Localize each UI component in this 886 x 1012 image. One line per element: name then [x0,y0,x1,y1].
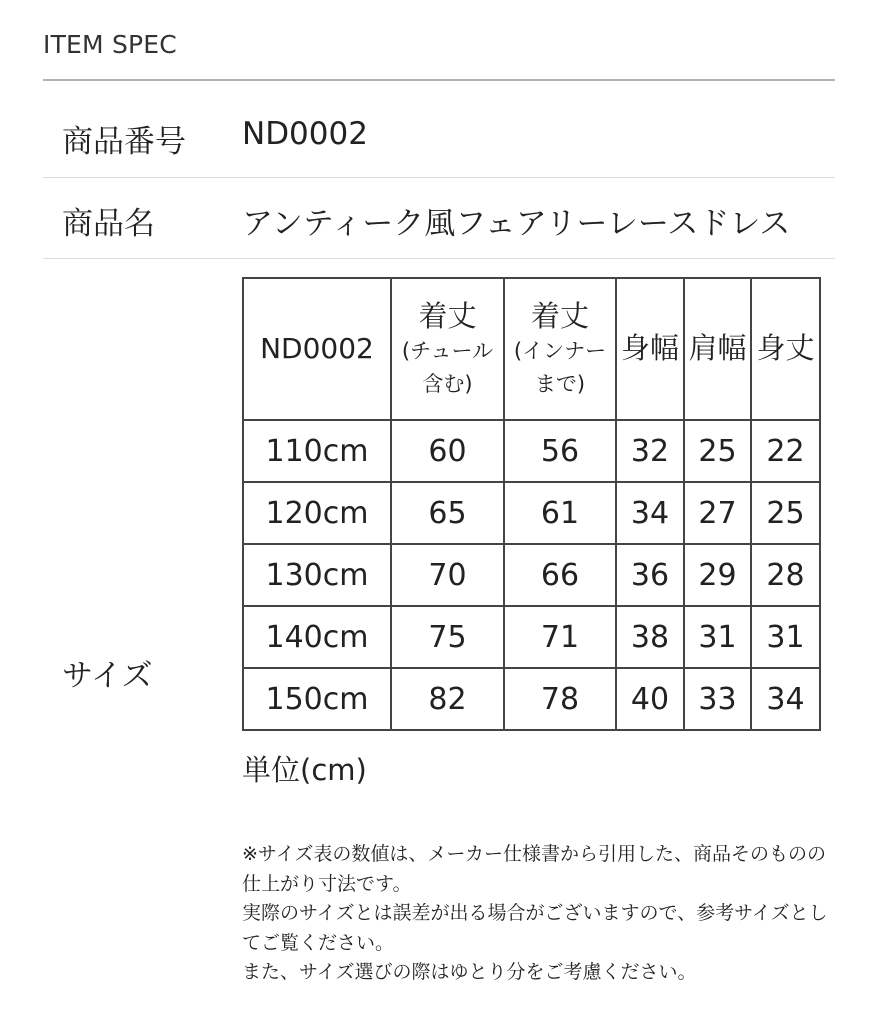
cell-value: 75 [391,606,504,668]
table-row [243,482,820,544]
cell-value: 27 [684,482,751,544]
cell-value: 31 [684,606,751,668]
product-number-value: ND0002 [242,116,368,152]
unit-label: 単位(cm) [242,753,367,787]
header-model: ND0002 [243,278,391,420]
cell-size: 140cm [243,606,391,668]
note-line: ※サイズ表の数値は、メーカー仕様書から引用した、商品そのものの仕上がり寸法です。 [242,843,827,895]
header-shoulder-width: 肩幅 [684,278,751,420]
size-label: サイズ [62,658,153,694]
product-name-value: アンティーク風フェアリーレースドレス [242,206,791,242]
table-row [243,606,820,668]
cell-value: 31 [751,606,820,668]
cell-value: 82 [391,668,504,730]
cell-value: 71 [504,606,616,668]
table-row [243,668,820,730]
cell-size: 120cm [243,482,391,544]
header-body-length: 身丈 [751,278,820,420]
section-title-divider [43,79,835,81]
cell-size: 130cm [243,544,391,606]
table-row [243,420,820,482]
size-table [242,277,821,731]
cell-value: 70 [391,544,504,606]
cell-value: 36 [616,544,684,606]
note-line: また、サイズ選びの際はゆとり分をご考慮ください。 [242,961,697,983]
header-sub: (インナーまで) [513,339,607,396]
cell-value: 61 [504,482,616,544]
cell-size: 150cm [243,668,391,730]
cell-value: 34 [751,668,820,730]
header-body-width: 身幅 [616,278,684,420]
note-line: 実際のサイズとは誤差が出る場合がございますので、参考サイズとしてご覧ください。 [242,902,828,954]
section-title: ITEM SPEC [43,30,177,59]
header-sub: (チュール含む) [401,339,494,396]
cell-value: 78 [504,668,616,730]
header-length-inner [504,278,616,420]
product-name-label: 商品名 [62,206,155,242]
cell-value: 22 [751,420,820,482]
cell-value: 40 [616,668,684,730]
cell-value: 34 [616,482,684,544]
cell-value: 29 [684,544,751,606]
cell-value: 38 [616,606,684,668]
cell-value: 60 [391,420,504,482]
table-row [243,544,820,606]
row-divider [43,177,835,178]
row-divider [43,258,835,259]
cell-value: 33 [684,668,751,730]
product-number-label: 商品番号 [62,124,186,160]
header-length-tulle [391,278,504,420]
cell-size: 110cm [243,420,391,482]
header-main: 着丈 [418,298,477,333]
cell-value: 25 [751,482,820,544]
cell-value: 65 [391,482,504,544]
cell-value: 56 [504,420,616,482]
cell-value: 25 [684,420,751,482]
size-notes [242,840,832,988]
size-table-header-row [243,278,820,420]
cell-value: 66 [504,544,616,606]
cell-value: 28 [751,544,820,606]
header-main: 着丈 [530,298,589,333]
cell-value: 32 [616,420,684,482]
